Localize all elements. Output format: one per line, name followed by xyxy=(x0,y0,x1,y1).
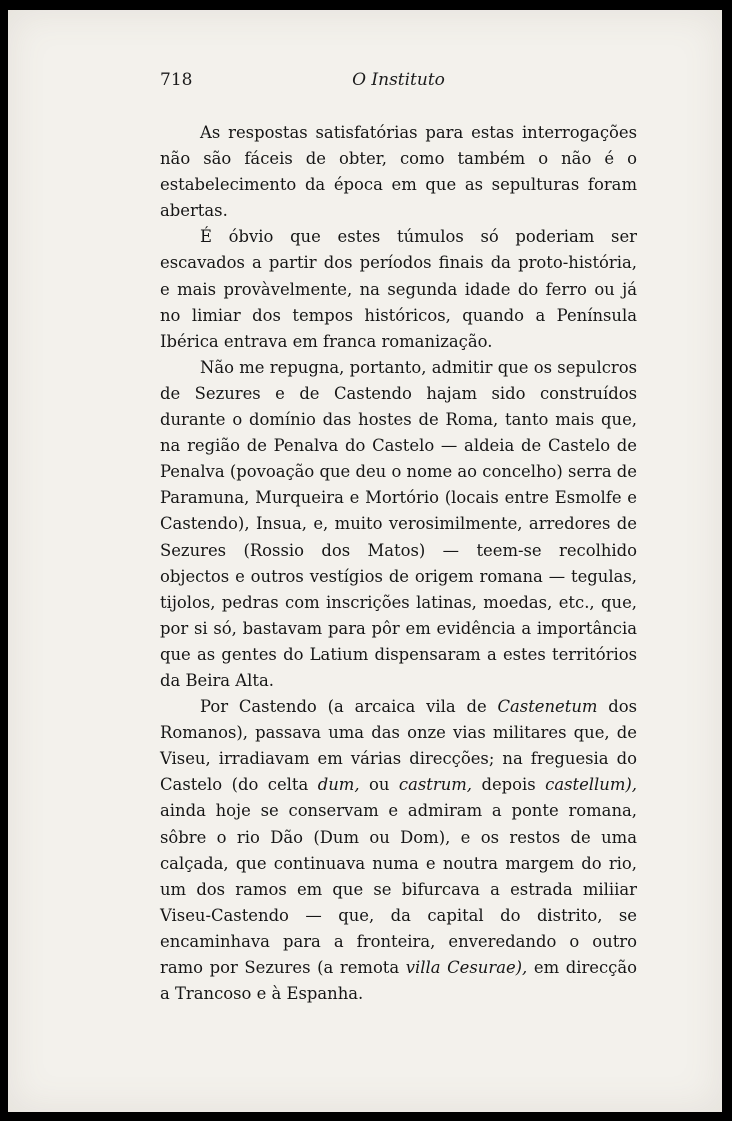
paragraph-text: dos Romanos), passava uma das onze vias militares que, de Viseu, irradiavam em várias direcções; na freguesia do Castelo (do celta xyxy=(160,697,637,795)
paragraph-text: depois xyxy=(472,775,546,795)
paragraph-text: ainda hoje se conservam e admiram a ponte romana, sôbre o rio Dão (Dum ou Dom), e os restos de uma calçada, que continuava numa e noutra margem do rio, um dos ramos em que se bifurcava a estrada miliiar Viseu-Castendo — que, da capital do distrito, se encaminhava para a fronteira, enveredando o outro ramo por Sezures (a remota xyxy=(160,801,637,977)
paragraph xyxy=(160,694,637,1007)
journal-title: O Instituto xyxy=(352,70,445,90)
paragraph-text: ou xyxy=(359,775,399,795)
latin-term: Castenetum xyxy=(497,697,598,717)
paragraph: As respostas satisfatórias para estas interrogações não são fáceis de obter, como também o não é o estabelecimento da época em que as sepulturas foram abertas. xyxy=(160,123,637,221)
page-number: 718 xyxy=(160,70,193,90)
paragraph-text: em direcção a Trancoso e à Espanha. xyxy=(160,958,637,1004)
latin-term: castrum, xyxy=(398,775,473,795)
paragraph-text: Por Castendo (a arcaica vila de xyxy=(200,697,498,717)
body-text xyxy=(160,120,637,1007)
latin-term: dum, xyxy=(317,775,360,795)
paragraph: É óbvio que estes túmulos só poderiam ser escavados a partir dos períodos finais da proto-história, e mais provàvelmente, na segunda idade do ferro ou já no limiar dos tempos históricos, quando a Península Ibérica entrava em franca romanização. xyxy=(160,227,637,351)
paragraph: Não me repugna, portanto, admitir que os sepulcros de Sezures e de Castendo hajam sido construídos durante o domínio das hostes de Roma, tanto mais que, na região de Penalva do Castelo — aldeia de Castelo de Penalva (povoação que deu o nome ao concelho) serra de Paramuna, Murqueira e Mortório (locais entre Esmolfe e Castendo), Insua, e, muito verosimilmente, arredores de Sezures (Rossio dos Matos) — teem-se recolhido objectos e outros vestígios de origem romana — tegulas, tijolos, pedras com inscrições latinas, moedas, etc., que, por si só, bastavam para pôr em evidência a importância que as gentes do Latium dispensaram a estes territórios da Beira Alta. xyxy=(160,357,637,690)
book-page xyxy=(8,10,722,1112)
latin-term: castellum), xyxy=(545,775,637,795)
latin-term: villa Cesurae), xyxy=(405,958,528,977)
